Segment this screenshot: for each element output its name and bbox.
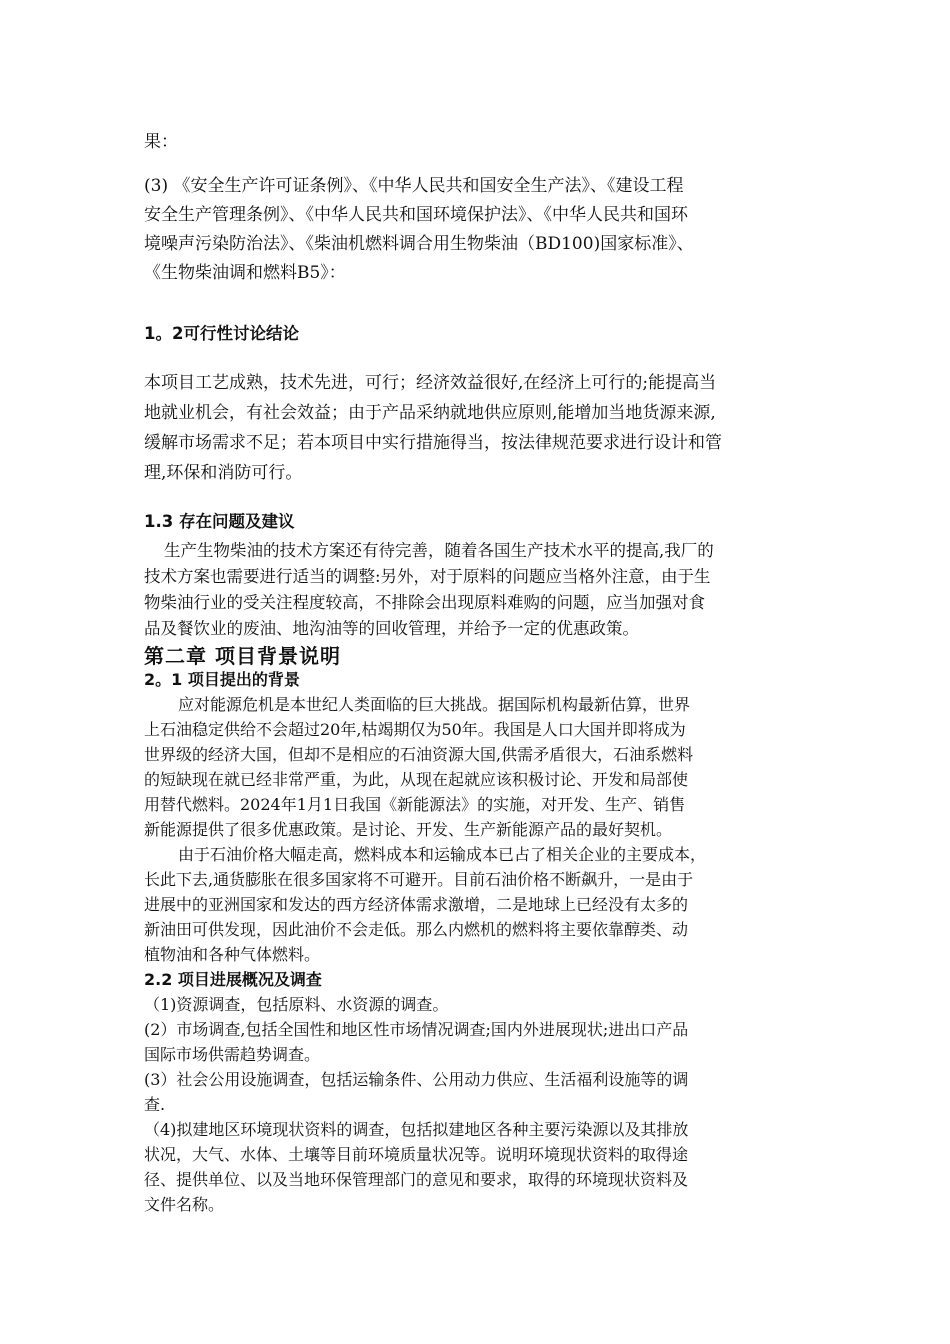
text-line: 《生物柴油调和燃料B5》： <box>144 263 346 283</box>
intro-fragment <box>144 128 809 157</box>
text-line: 物柴油行业的受关注程度较高，不排除会出现原料难购的问题，应当加强对食 <box>144 593 705 612</box>
text-line: 安全生产管理条例》、《中华人民共和国环境保护法》、《中华人民共和国环 <box>144 205 688 225</box>
basis-item-3 <box>144 172 809 288</box>
section-heading-1-3: 1.3 存在问题及建议 <box>144 512 295 531</box>
text-line: 理,环保和消防可行。 <box>144 463 303 483</box>
text-line: 生产生物柴油的技术方案还有待完善，随着各国生产技术水平的提高,我厂的 <box>164 541 714 560</box>
text-line: 状况，大气、水体、土壤等目前环境质量状况等。说明环境现状资料的取得途 <box>144 1145 689 1164</box>
text-line: 地就业机会，有社会效益；由于产品采纳就地供应原则,能增加当地货源来源, <box>144 403 716 423</box>
section-1-3-paragraph <box>144 538 809 642</box>
section-2-1-paragraph-1 <box>144 692 809 842</box>
text-line: 上石油稳定供给不会超过20年,枯竭期仅为50年。我国是人口大国并即将成为 <box>144 720 686 739</box>
section-2-1-paragraph-2 <box>144 842 809 967</box>
text-line: 长此下去,通货膨胀在很多国家将不可避开。目前石油价格不断飙升，一是由于 <box>144 870 694 889</box>
text-line: 本项目工艺成熟，技术先进，可行；经济效益很好,在经济上可行的;能提高当 <box>144 373 717 393</box>
text-line: 世界级的经济大国，但却不是相应的石油资源大国,供需矛盾很大，石油系燃料 <box>144 745 694 764</box>
text-line: 新能源提供了很多优惠政策。是讨论、开发、生产新能源产品的最好契机。 <box>144 820 673 839</box>
section-2-2-list <box>144 992 809 1217</box>
text-line: 用替代燃料。2024年1月1日我国《新能源法》的实施，对开发、生产、销售 <box>144 795 686 814</box>
text-line: 新油田可供发现，因此油价不会走低。那么内燃机的燃料将主要依靠醇类、动 <box>144 920 689 939</box>
chapter-2-heading: 第二章 项目背景说明 <box>144 644 341 668</box>
section-heading-2-2: 2.2 项目进展概况及调查 <box>144 970 322 989</box>
list-item: (2）市场调查,包括全国性和地区性市场情况调查;国内外进展现状;进出口产品 <box>144 1020 689 1039</box>
text-line: 国际市场供需趋势调查。 <box>144 1045 321 1064</box>
section-heading-2-1: 2。1 项目提出的背景 <box>144 670 300 689</box>
text-line: 植物油和各种气体燃料。 <box>144 945 321 964</box>
text-line: 查. <box>144 1095 166 1114</box>
list-item: (3）社会公用设施调查，包括运输条件、公用动力供应、生活福利设施等的调 <box>144 1070 689 1089</box>
text-line: 缓解市场需求不足；若本项目中实行措施得当，按法律规范要求进行设计和管 <box>144 433 722 453</box>
section-1-2-paragraph <box>144 368 809 488</box>
text-line: 进展中的亚洲国家和发达的西方经济体需求激增，二是地球上已经没有太多的 <box>144 895 689 914</box>
text-line: 的短缺现在就已经非常严重，为此，从现在起就应该积极讨论、开发和局部使 <box>144 770 689 789</box>
text-line: 境噪声污染防治法》、《柴油机燃料调合用生物柴油（BD100)国家标准》、 <box>144 234 694 254</box>
text-line: 由于石油价格大幅走高，燃料成本和运输成本已占了相关企业的主要成本， <box>178 845 707 864</box>
text-line: 果： <box>144 132 178 152</box>
text-line: 文件名称。 <box>144 1195 225 1214</box>
text-line: 径、提供单位、以及当地环保管理部门的意见和要求，取得的环境现状资料及 <box>144 1170 689 1189</box>
text-line: 应对能源危机是本世纪人类面临的巨大挑战。据国际机构最新估算，世界 <box>178 695 691 714</box>
text-line: 技术方案也需要进行适当的调整:另外，对于原料的问题应当格外注意，由于生 <box>144 567 711 586</box>
section-heading-1-2: 1。2可行性讨论结论 <box>144 324 299 343</box>
text-line: (3) 《安全生产许可证条例》、《中华人民共和国安全生产法》、《建设工程 <box>144 176 684 196</box>
list-item: （1)资源调查，包括原料、水资源的调查。 <box>144 995 449 1014</box>
text-line: 品及餐饮业的废油、地沟油等的回收管理，并给予一定的优惠政策。 <box>144 619 639 638</box>
list-item: （4)拟建地区环境现状资料的调查，包括拟建地区各种主要污染源以及其排放 <box>144 1120 689 1139</box>
